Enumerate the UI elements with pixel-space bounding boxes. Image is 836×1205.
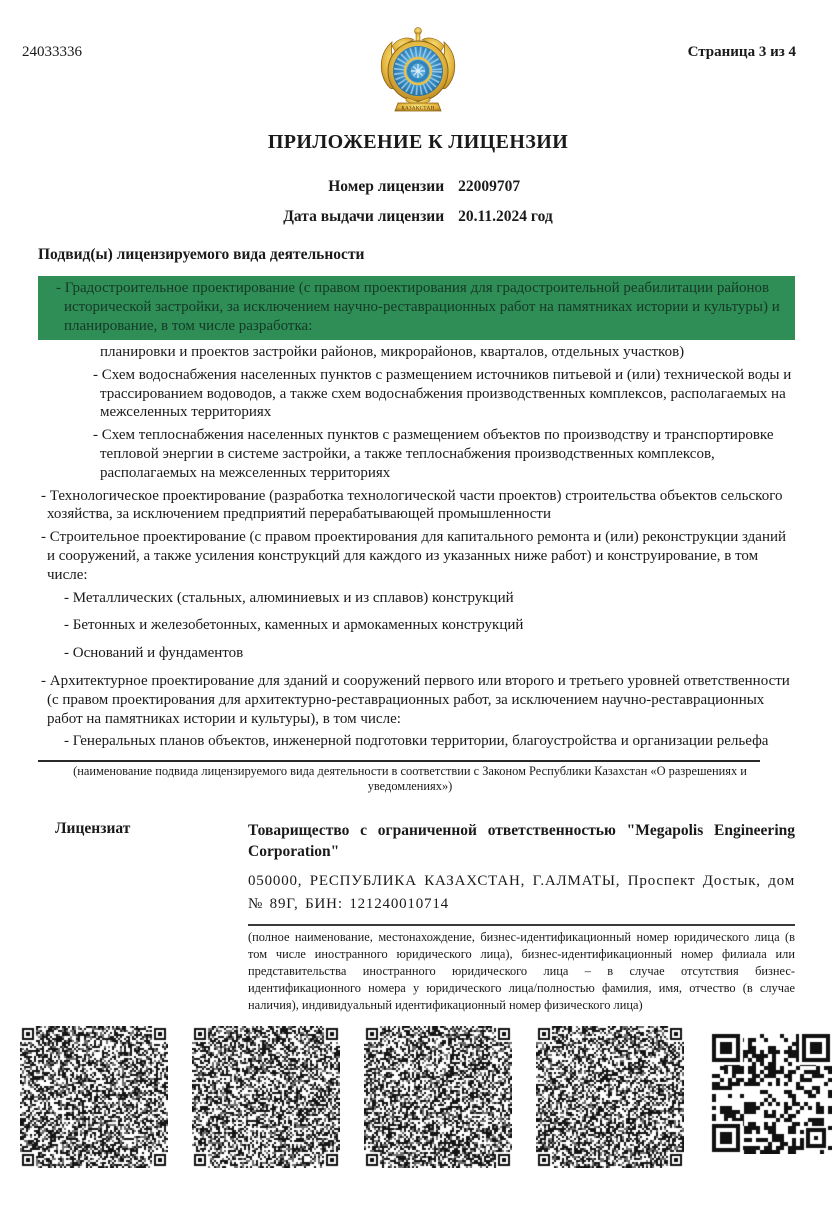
subtypes-heading: Подвид(ы) лицензируемого вида деятельности — [38, 246, 365, 263]
subtype-item: - Строительное проектирование (с правом проектирования для капитального ремонта и (или) реконструкции зданий и сооружений, а также усиления конструкций для каждого из указанных ниже работ) и конструирование, в том числе: — [41, 529, 787, 583]
page-indicator: Страница 3 из 4 — [687, 44, 796, 60]
license-date-value: 20.11.2024 год — [458, 208, 553, 225]
kazakhstan-emblem-icon — [376, 24, 460, 114]
subtype-item: - Схем водоснабжения населенных пунктов с размещением источников питьевой и (или) технической воды и трассированием водоводов, а также схем водоснабжения производственных комплексов, располагаемых на межселенных территориях — [93, 366, 792, 421]
license-number-value: 22009707 — [458, 178, 521, 195]
subtype-list — [38, 343, 795, 751]
divider-line — [38, 760, 760, 762]
licensee-name: Товарищество с ограниченной ответственностью "Megapolis Engineering Corporation" — [248, 822, 795, 861]
document-number: 24033336 — [22, 44, 82, 60]
licensee-caption: (полное наименование, местонахождение, бизнес-идентификационный номер юридического лица (в том числе иностранного юридического лица), бизнес-идентификационный номер филиала или представительства иностранного юридического лица – в случае отсутствия бизнес-идентификационного номера у юридического лица/полностью фамилия, имя, отчество (в случае наличия), индивидуальный идентификационный номер физического лица) — [248, 924, 795, 1014]
barcode-1 — [20, 1026, 168, 1168]
svg-text:ҚАЗАҚСТАН: ҚАЗАҚСТАН — [401, 106, 435, 112]
barcode-4 — [536, 1026, 684, 1168]
page-title: ПРИЛОЖЕНИЕ К ЛИЦЕНЗИИ — [267, 131, 569, 153]
licensee-content — [248, 820, 795, 1014]
barcode-3 — [364, 1026, 512, 1168]
barcode-2 — [192, 1026, 340, 1168]
highlighted-subtype: - Градостроительное проектирование (с правом проектирования для градостроительной реабилитации районов исторической застройки, за исключением научно-реставрационных работ на памятниках истории и культуры) и планирование, в том числе разработка: — [38, 276, 795, 340]
subtype-item: - Бетонных и железобетонных, каменных и армокаменных конструкций — [64, 617, 524, 634]
license-number-label: Номер лицензии — [328, 178, 445, 195]
codes-row — [20, 1026, 836, 1168]
licensee-address: 050000, РЕСПУБЛИКА КАЗАХСТАН, Г.АЛМАТЫ, Проспект Достык, дом № 89Г, БИН: 121240010714 — [248, 873, 795, 913]
subtype-item: - Технологическое проектирование (разработка технологической части проектов) строительства объектов сельского хозяйства, за исключением предприятий перерабатывающей промышленности — [41, 487, 783, 523]
subtype-item: - Генеральных планов объектов, инженерной подготовки территории, благоустройства и организации рельефа — [64, 733, 769, 750]
licensee-section — [38, 820, 795, 1014]
license-date-label: Дата выдачи лицензии — [283, 208, 445, 225]
subtype-item: - Оснований и фундаментов — [64, 645, 244, 662]
license-meta — [283, 177, 552, 226]
licensee-label: Лицензиат — [55, 820, 131, 838]
subtypes-caption: (наименование подвида лицензируемого вида деятельности в соответствии с Законом Республики Казахстан «О разрешениях и уведомлениях») — [73, 764, 747, 794]
subtype-item: - Металлических (стальных, алюминиевых и из сплавов) конструкций — [64, 589, 514, 606]
subtype-item: - Архитектурное проектирование для зданий и сооружений первого или второго и третьего уровней ответственности (с правом проектирования для архитектурно-реставрационных работ, за исключением научно-реставрационных работ на памятниках истории и культуры), в том числе: — [41, 672, 790, 727]
qr-code — [710, 1032, 832, 1154]
subtype-item: - Схем теплоснабжения населенных пунктов с размещением объектов по производству и транспортировке тепловой энергии в системе застройки, а также теплоснабжения производственных комплексов, располагаемых на межселенных территориях — [93, 427, 774, 481]
subtype-item: планировки и проектов застройки районов, микрорайонов, кварталов, отдельных участков) — [100, 344, 685, 360]
